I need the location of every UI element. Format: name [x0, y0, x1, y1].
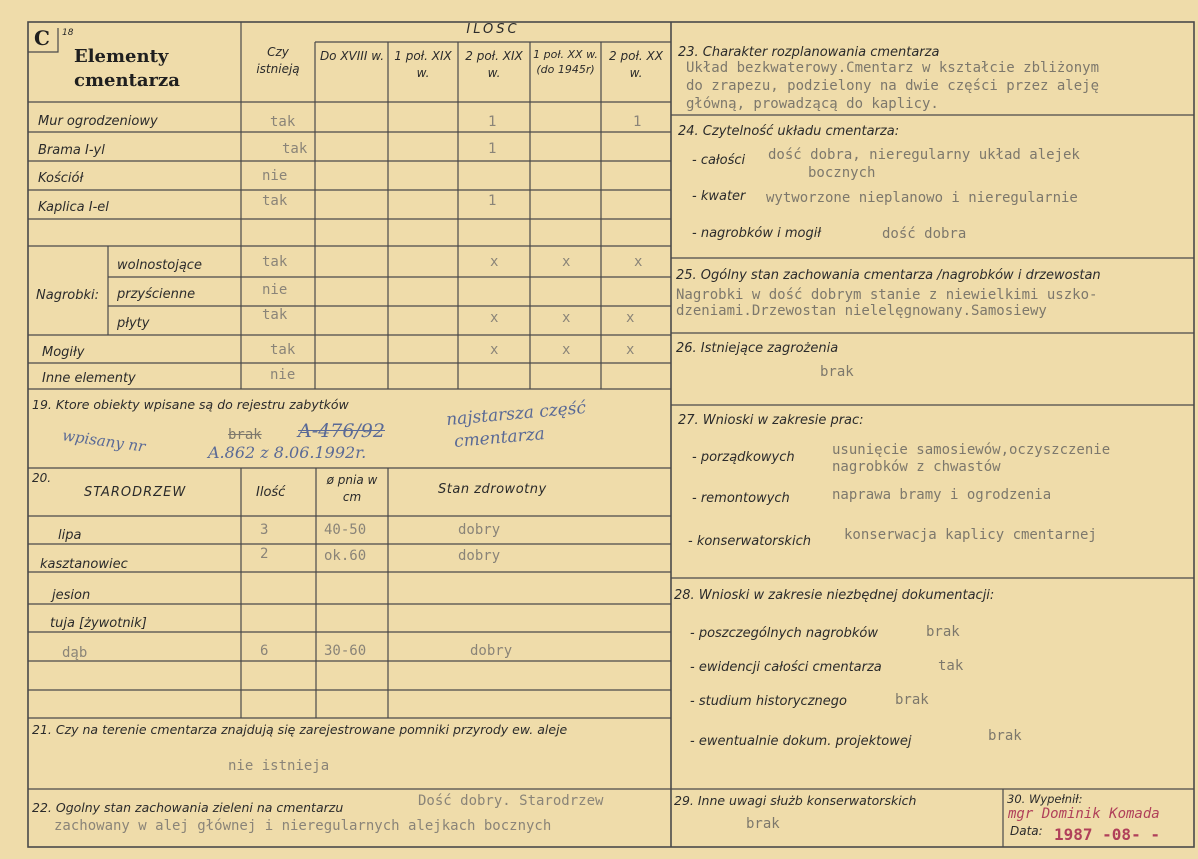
corner-number: 18 [62, 28, 74, 38]
s24-nagrobkow-label: - nagrobków i mogił [692, 226, 822, 241]
row-czy-kaplica: tak [262, 193, 288, 209]
s24-kwater-value: wytworzone nieplanowo i nieregularnie [766, 190, 1078, 206]
s22-value-line1: Dość dobry. Starodrzew [418, 793, 604, 809]
s26-label: 26. Istniejące zagrożenia [676, 341, 839, 356]
s19-handwritten-wpisany: wpisany nr [61, 426, 147, 456]
row-label-kosciol: Kościół [38, 171, 84, 186]
nagrobki-wolnostojace-c4: x [562, 254, 571, 270]
s23-text-line1: Układ bezkwaterowy.Cmentarz w kształcie zbliżonym [686, 60, 1100, 76]
s25-text-line2: dzeniami.Drzewostan nielelęgnowany.Samosiewy [676, 303, 1047, 319]
s29-label: 29. Inne uwagi służb konserwatorskich [674, 793, 917, 808]
s23-text-line2: do zrapezu, podzielony na dwie części przez aleję [686, 78, 1100, 94]
s25-label: 25. Ogólny stan zachowania cmentarza /nagrobków i drzewostan [676, 268, 1101, 283]
s28-item1-label: - poszczególnych nagrobków [690, 626, 878, 641]
row-c5-mogily: x [626, 342, 635, 358]
nagrobki-label: Nagrobki: [36, 288, 100, 303]
col-header-c4: 1 poł. XX w. (do 1945r) [533, 48, 598, 76]
s26-value: brak [820, 364, 854, 380]
col-header-c1: Do XVIII w. [319, 49, 385, 63]
nagrobki-przyscienne-czy: nie [262, 282, 288, 298]
row-czy-brama: tak [282, 141, 308, 157]
tree-name-tuja: tuja [żywotnik] [50, 616, 147, 631]
s20-number: 20. [32, 471, 52, 485]
s24-calosci-value-line2: bocznych [808, 165, 876, 181]
nagrobki-wolnostojace-c3: x [490, 254, 499, 270]
tree-name-jesion: jesion [52, 588, 91, 603]
s24-label: 24. Czytelność układu cmentarza: [678, 124, 900, 139]
s27-porzadkowych-label: - porządkowych [692, 450, 795, 465]
s25-text-line1: Nagrobki w dość dobrym stanie z niewielkimi uszko- [676, 287, 1098, 303]
corner-code: C [34, 26, 50, 50]
row-label-inne: Inne elementy [42, 371, 136, 386]
s24-calosci-label: - całości [692, 153, 746, 168]
row-label-brama: Brama I-yl [38, 143, 105, 158]
tree-stan-kasztanowiec: dobry [458, 548, 501, 564]
tree-ilosc-dab: 6 [260, 643, 269, 659]
table-title-line2: cmentarza [74, 70, 180, 91]
nagrobki-plyty-label: płyty [117, 316, 150, 331]
tree-name-kasztanowiec: kasztanowiec [40, 557, 128, 572]
col-header-c2: 1 poł. XIX w. [394, 49, 452, 80]
s27-remontowych-label: - remontowych [692, 491, 790, 506]
s23-label: 23. Charakter rozplanowania cmentarza [678, 45, 940, 60]
nagrobki-plyty-czy: tak [262, 307, 288, 323]
s28-item1-value: brak [926, 624, 960, 640]
s23-text-line3: główną, prowadzącą do kaplicy. [686, 96, 939, 112]
nagrobki-plyty-c4: x [562, 310, 571, 326]
nagrobki-plyty-c5: x [626, 310, 635, 326]
nagrobki-plyty-c3: x [490, 310, 499, 326]
row-c5-mur: 1 [633, 114, 642, 130]
col-header-c5: 2 poł. XX w. [609, 49, 663, 80]
s28-item2-label: - ewidencji całości cmentarza [690, 660, 882, 675]
row-czy-mogily: tak [270, 342, 296, 358]
s27-konserwatorskich-label: - konserwatorskich [688, 534, 811, 549]
s20-col-ilosc: Ilość [256, 485, 286, 500]
row-czy-kosciol: nie [262, 168, 288, 184]
col-header-c3: 2 poł. XIX w. [465, 49, 523, 80]
s20-col-stan: Stan zdrowotny [438, 482, 547, 497]
s19-note-line1: najstarsza część [445, 397, 587, 431]
row-label-kaplica: Kaplica I-el [38, 200, 109, 215]
row-c4-mogily: x [562, 342, 571, 358]
s19-register-number: A.862 z 8.06.1992r. [208, 443, 367, 462]
s22-label: 22. Ogolny stan zachowania zieleni na cmentarzu [32, 800, 344, 815]
s21-value: nie istnieja [228, 758, 330, 774]
s28-item4-label: - ewentualnie dokum. projektowej [690, 734, 912, 749]
row-label-mur: Mur ogrodzeniowy [38, 114, 158, 129]
row-label-mogily: Mogiły [42, 345, 85, 360]
tree-name-dab: dąb [62, 645, 88, 661]
nagrobki-wolnostojace-czy: tak [262, 254, 288, 270]
nagrobki-przyscienne-label: przyścienne [117, 287, 196, 302]
tree-pnia-lipa: 40-50 [324, 522, 367, 538]
row-c3-kaplica: 1 [488, 193, 497, 209]
s30-date-stamp: 1987 -08- - [1054, 825, 1160, 844]
s27-porzadkowych-value-line2: nagrobków z chwastów [832, 459, 1001, 475]
col-header-ilosc: ILOSC [466, 22, 520, 37]
s19-label: 19. Ktore obiekty wpisane są do rejestru zabytków [32, 397, 349, 412]
s24-calosci-value-line1: dość dobra, nieregularny układ alejek [768, 147, 1080, 163]
tree-ilosc-kasztanowiec: 2 [260, 546, 269, 562]
s30-label: 30. Wypełnił: [1007, 792, 1083, 806]
s22-value-line2: zachowany w alej głównej i nieregularnych alejkach bocznych [54, 818, 552, 834]
s28-item4-value: brak [988, 728, 1022, 744]
s27-label: 27. Wnioski w zakresie prac: [678, 413, 864, 428]
tree-pnia-dab: 30-60 [324, 643, 367, 659]
s28-item2-value: tak [938, 658, 964, 674]
nagrobki-wolnostojace-c5: x [634, 254, 643, 270]
row-c3-brama: 1 [488, 141, 497, 157]
row-czy-mur: tak [270, 114, 296, 130]
s27-konserwatorskich-value: konserwacja kaplicy cmentarnej [844, 527, 1097, 543]
row-c3-mogily: x [490, 342, 499, 358]
s20-col-pnia: ø pnia w cm [326, 473, 378, 504]
s24-kwater-label: - kwater [692, 189, 746, 204]
tree-stan-lipa: dobry [458, 522, 501, 538]
row-czy-inne: nie [270, 367, 296, 383]
s28-item3-value: brak [895, 692, 929, 708]
s20-title: STARODRZEW [84, 485, 187, 500]
s30-date-label: Data: [1010, 824, 1043, 838]
s19-brak-crossed: brak [228, 427, 262, 443]
s28-label: 28. Wnioski w zakresie niezbędnej dokumentacji: [674, 588, 995, 603]
s24-nagrobkow-value: dość dobra [882, 226, 967, 242]
s28-item3-label: - studium historycznego [690, 694, 847, 709]
s27-porzadkowych-value-line1: usunięcie samosiewów,oczyszczenie [832, 442, 1111, 458]
tree-pnia-kasztanowiec: ok.60 [324, 548, 367, 564]
s19-note-line2: cmentarza [453, 424, 546, 452]
tree-ilosc-lipa: 3 [260, 522, 269, 538]
col-header-czy: Czy istnieją [256, 45, 300, 76]
s21-label: 21. Czy na terenie cmentarza znajdują się zarejestrowane pomniki przyrody ew. aleje [32, 722, 568, 737]
s27-remontowych-value: naprawa bramy i ogrodzenia [832, 487, 1052, 503]
s30-name-stamp: mgr Dominik Komada [1008, 806, 1160, 822]
nagrobki-wolnostojace-label: wolnostojące [117, 258, 202, 273]
table-title-line1: Elementy [74, 46, 169, 67]
s19-crossed-number: A-476/92 [298, 420, 385, 442]
tree-stan-dab: dobry [470, 643, 513, 659]
row-c3-mur: 1 [488, 114, 497, 130]
tree-name-lipa: lipa [58, 528, 82, 543]
s29-value: brak [746, 816, 780, 832]
